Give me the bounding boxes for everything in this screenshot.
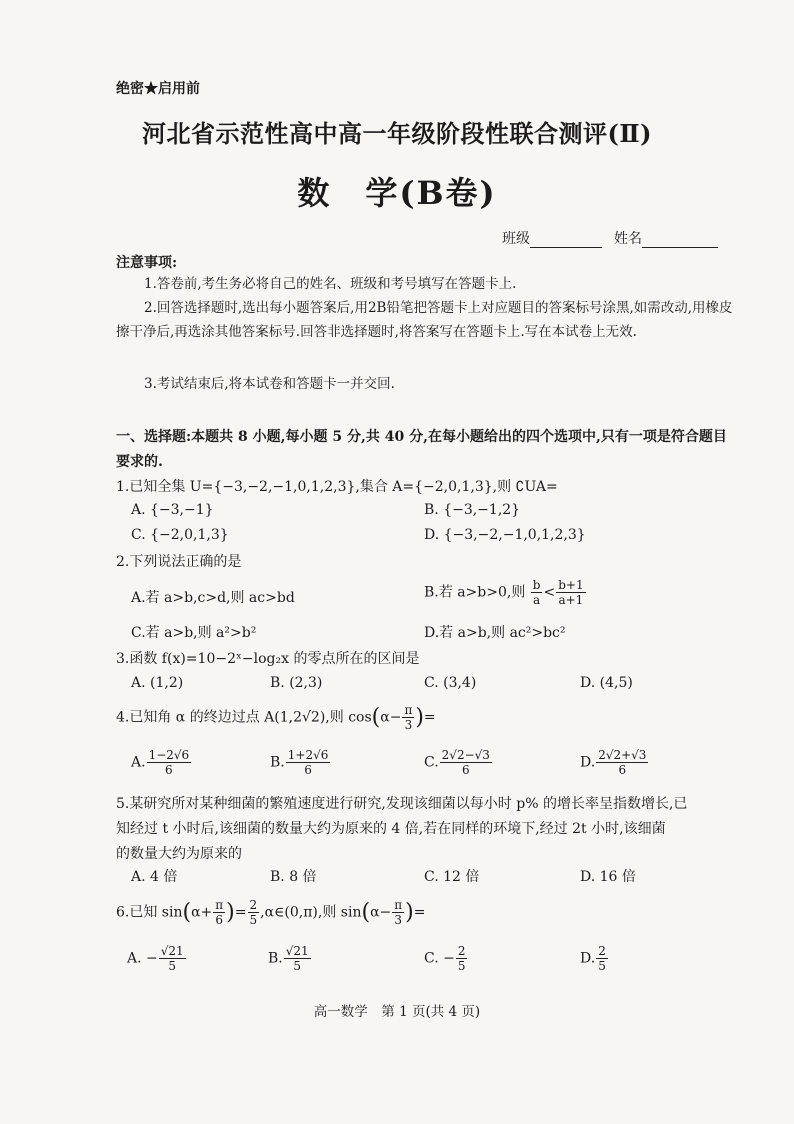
option-fraction (284, 944, 311, 973)
fraction-denominator: 6 (304, 763, 312, 777)
question-5-line-2: 知经过 t 小时后,该细菌的数量大约为原来的 4 倍,若在同样的环境下,经过 2t 小时,该细菌 (116, 821, 666, 837)
notice-heading: 注意事项: (116, 255, 178, 271)
option-fraction (147, 748, 192, 777)
section-heading: 一、选择题:本题共 8 小题,每小题 5 分,共 40 分,在每小题给出的四个选项中,只有一项是符合题目要求的. (116, 429, 727, 470)
equals-sign: = (234, 904, 247, 921)
option-label: A. (131, 754, 146, 771)
right-paren: ) (226, 900, 235, 925)
name-blank (642, 233, 718, 248)
question-6-condition: ,α∈(0,π),则 sin (260, 904, 362, 921)
question-2-option-a: A.若 a>b,c>d,则 ac>bd (131, 590, 295, 606)
fraction-pi-over-3 (392, 898, 404, 927)
option-b-text: B.若 a>b>0,则 (424, 584, 526, 601)
question-6-option-c (424, 944, 468, 973)
alpha-minus: α− (370, 904, 392, 921)
question-2-option-c: C.若 a>b,则 a²>b² (131, 625, 257, 641)
notice-item-3: 3.考试结束后,将本试卷和答题卡一并交回. (144, 376, 395, 392)
question-4-option-d (580, 748, 649, 777)
fraction-denominator: a+1 (558, 593, 584, 607)
alpha-minus: α− (380, 709, 402, 726)
name-label: 姓名 (614, 231, 642, 247)
question-1-option-d: D. {−3,−2,−1,0,1,2,3} (424, 527, 586, 543)
question-3-stem: 3.函数 f(x)=10−2ˣ−log₂x 的零点所在的区间是 (116, 651, 420, 667)
fraction-numerator: √21 (160, 944, 184, 958)
fraction-numerator: 2 (457, 944, 466, 958)
fraction-denominator: a (533, 593, 541, 607)
question-3-option-a: A. (1,2) (131, 675, 184, 691)
fraction-denominator: 6 (215, 913, 224, 927)
fraction-denominator: 5 (598, 959, 606, 973)
class-blank (530, 233, 602, 248)
question-4-stem (116, 703, 436, 732)
left-paren: ( (371, 705, 381, 730)
question-3-option-d: D. (4,5) (580, 675, 633, 691)
fraction-numerator: 1−2√6 (148, 748, 190, 762)
student-info-row (502, 228, 718, 248)
fraction-pi-over-3 (402, 703, 414, 732)
left-paren: ( (361, 900, 371, 925)
fraction-denominator: 6 (618, 763, 627, 777)
right-paren: ) (415, 705, 424, 730)
class-label: 班级 (502, 231, 530, 247)
exam-title: 河北省示范性高中高一年级阶段性联合测评(Ⅱ) (142, 119, 652, 148)
question-4-option-c (424, 748, 493, 777)
option-fraction (456, 944, 468, 973)
option-fraction (440, 748, 492, 777)
fraction-numerator: π (404, 703, 413, 717)
fraction-denominator: 5 (457, 959, 466, 973)
fraction-denominator: 5 (293, 959, 302, 973)
option-label: C. (424, 754, 439, 771)
subject-title: 数 学(B卷) (297, 174, 497, 212)
fraction-denominator: 5 (168, 959, 177, 973)
option-label: B. (268, 950, 283, 967)
question-4-option-a (131, 748, 192, 777)
option-label: D. (580, 754, 596, 771)
fraction-numerator: 2√2−√3 (441, 748, 490, 762)
question-1-option-b: B. {−3,−1,2} (424, 502, 521, 518)
question-4-text: 4.已知角 α 的终边过点 A(1,2√2),则 cos (116, 709, 372, 726)
fraction-numerator: π (215, 898, 224, 912)
fraction-numerator: √21 (285, 944, 309, 958)
question-6-text: 6.已知 sin (116, 904, 183, 921)
equals-sign: = (423, 709, 436, 726)
question-1-option-c: C. {−2,0,1,3} (131, 527, 229, 543)
question-1-stem: 1.已知全集 U={−3,−2,−1,0,1,2,3},集合 A={−2,0,1,3},则 ∁UA= (116, 479, 558, 495)
question-5-line-3: 的数量大约为原来的 (116, 846, 242, 862)
fraction-denominator: 6 (165, 763, 173, 777)
fraction-numerator: 2 (249, 898, 258, 912)
option-fraction (596, 944, 608, 973)
option-label: D. (580, 950, 596, 967)
option-fraction (159, 944, 186, 973)
option-label: C. − (424, 950, 455, 967)
fraction-denominator: 3 (404, 718, 413, 732)
question-5-option-b: B. 8 倍 (270, 869, 317, 885)
question-2-stem: 2.下列说法正确的是 (116, 554, 242, 570)
question-6-stem (116, 898, 425, 927)
option-label: B. (270, 754, 285, 771)
option-label: A. − (127, 950, 158, 967)
option-fraction (286, 748, 331, 777)
option-fraction (596, 748, 648, 777)
less-than-sign: < (543, 584, 556, 601)
question-3-option-c: C. (3,4) (424, 675, 477, 691)
fraction-numerator: π (394, 898, 403, 912)
question-6-option-d (580, 944, 609, 973)
notice-item-1: 1.答卷前,考生务必将自己的姓名、班级和考号填写在答题卡上. (144, 276, 517, 292)
question-2-option-b (424, 578, 587, 607)
fraction-numerator: 2√2+√3 (598, 748, 647, 762)
question-5-option-a: A. 4 倍 (131, 869, 178, 885)
fraction-numerator: b+1 (558, 578, 584, 592)
fraction-numerator: 2 (598, 944, 606, 958)
fraction-pi-over-6 (213, 898, 225, 927)
question-5-line-1: 5.某研究所对某种细菌的繁殖速度进行研究,发现该细菌以每小时 p% 的增长率呈指数增长,已 (116, 796, 688, 812)
page-footer: 高一数学 第 1 页(共 4 页) (313, 1004, 481, 1020)
alpha-plus: α+ (191, 904, 213, 921)
fraction-b-over-a (531, 578, 543, 607)
question-5-option-d: D. 16 倍 (580, 869, 636, 885)
question-6-option-a (127, 944, 187, 973)
right-paren: ) (405, 900, 414, 925)
notice-item-2: 2.回答选择题时,选出每小题答案后,用2B铅笔把答题卡上对应题目的答案标号涂黑,如需改动,用橡皮擦干净后,再选涂其他答案标号.回答非选择题时,将答案写在答题卡上.写在本试卷上无效. (116, 300, 733, 340)
confidential-label: 绝密★启用前 (116, 81, 200, 97)
fraction-2-over-5 (248, 898, 260, 927)
equals-sign: = (413, 904, 426, 921)
fraction-numerator: 1+2√6 (287, 748, 329, 762)
question-2-option-d: D.若 a>b,则 ac²>bc² (424, 625, 566, 641)
left-paren: ( (182, 900, 192, 925)
fraction-b1-over-a1 (556, 578, 585, 607)
question-4-option-b (270, 748, 331, 777)
question-6-option-b (268, 944, 312, 973)
fraction-numerator: b (532, 578, 541, 592)
fraction-denominator: 5 (249, 913, 258, 927)
question-1-option-a: A. {−3,−1} (131, 502, 214, 518)
question-5-option-c: C. 12 倍 (424, 869, 480, 885)
question-3-option-b: B. (2,3) (270, 675, 323, 691)
fraction-denominator: 6 (461, 763, 470, 777)
fraction-denominator: 3 (394, 913, 403, 927)
